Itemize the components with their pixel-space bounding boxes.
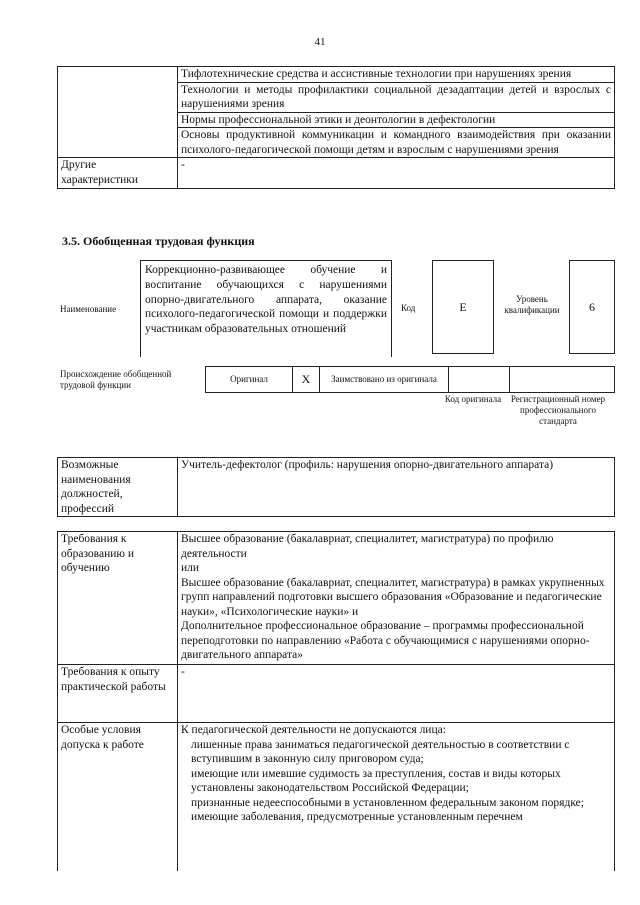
- admission-line-3: имеющие или имевшие судимость за преступления, состав и виды которых установлены законодательством Российской Федерации;: [191, 767, 561, 794]
- original-label: Оригинал: [206, 367, 293, 393]
- experience-value: -: [178, 665, 615, 723]
- admission-line-1: К педагогической деятельности не допускаются лица:: [181, 724, 446, 736]
- code-original-label: Код оригинала: [444, 394, 502, 404]
- reg-number-label: Регистрационный номер профессионального стандарта: [510, 394, 606, 426]
- positions-value: Учитель-дефектолог (профиль: нарушения опорно-двигательного аппарата): [178, 458, 615, 517]
- top-table-label-cell: [58, 67, 178, 158]
- experience-label: Требования к опыту практической работы: [58, 665, 178, 723]
- code-label: Код: [401, 303, 416, 313]
- page-number: 41: [314, 36, 326, 48]
- other-characteristics-value: -: [178, 158, 615, 189]
- education-line-3: Высшее образование (бакалавриат, специалитет, магистратура) в рамках укрупненных групп направлений подготовки высшего образования «Образование и педагогические науки», «Психологические науки» и: [181, 576, 605, 618]
- level-label: Уровень квалификации: [504, 294, 560, 315]
- origin-table: [205, 366, 615, 393]
- top-table: [57, 66, 615, 189]
- admission-label: Особые условия допуска к работе: [58, 723, 178, 872]
- other-characteristics-label: Другие характеристики: [58, 158, 178, 189]
- education-label: Требования к образованию и обучению: [58, 532, 178, 665]
- admission-value: [178, 723, 615, 872]
- education-value: [178, 532, 615, 665]
- education-line-1: Высшее образование (бакалавриат, специалитет, магистратура) по профилю деятельности: [181, 533, 554, 560]
- original-mark: X: [293, 367, 320, 393]
- admission-line-2: лишенные права заниматься педагогической деятельностью в соответствии с вступившим в законную силу приговором суда;: [191, 738, 570, 765]
- education-line-2: или: [181, 562, 200, 574]
- code-value-box: E: [432, 260, 494, 354]
- function-name-box: Коррекционно-развивающее обучение и воспитание обучающихся с нарушениями опорно-двигательного аппарата, оказание психолого-педагогической помощи и поддержки участникам образовательных отношений: [140, 260, 392, 357]
- section-heading: 3.5. Обобщенная трудовая функция: [62, 234, 255, 248]
- name-label: Наименование: [60, 304, 117, 314]
- reg-number-cell: [510, 367, 615, 393]
- positions-label: Возможные наименования должностей, профессий: [58, 458, 178, 517]
- positions-table: [57, 457, 615, 517]
- code-original-cell: [449, 367, 510, 393]
- borrowed-label: Заимствовано из оригинала: [320, 367, 449, 393]
- top-table-row-2: Технологии и методы профилактики социальной дезадаптации детей и взрослых с нарушениями зрения: [178, 82, 615, 112]
- top-table-row-4: Основы продуктивной коммуникации и командного взаимодействия при оказании психолого-педагогической помощи детям и взрослым с нарушениями зрения: [178, 128, 615, 158]
- top-table-row-3: Нормы профессиональной этики и деонтологии в дефектологии: [178, 112, 615, 128]
- education-line-4: Дополнительное профессиональное образование – программы профессиональной переподготовки по направлению «Работа с обучающимися с нарушениями опорно-двигательного аппарата»: [181, 620, 590, 661]
- admission-line-5: имеющие заболевания, предусмотренные установленным перечнем: [191, 811, 523, 823]
- level-value-box: 6: [569, 260, 615, 354]
- admission-line-4: признанные недееспособными в установленном федеральным законом порядке;: [191, 796, 584, 809]
- top-table-row-1: Тифлотехнические средства и ассистивные технологии при нарушениях зрения: [178, 67, 615, 83]
- origin-label: Происхождение обобщенной трудовой функции: [60, 369, 172, 390]
- requirements-table: [57, 531, 615, 871]
